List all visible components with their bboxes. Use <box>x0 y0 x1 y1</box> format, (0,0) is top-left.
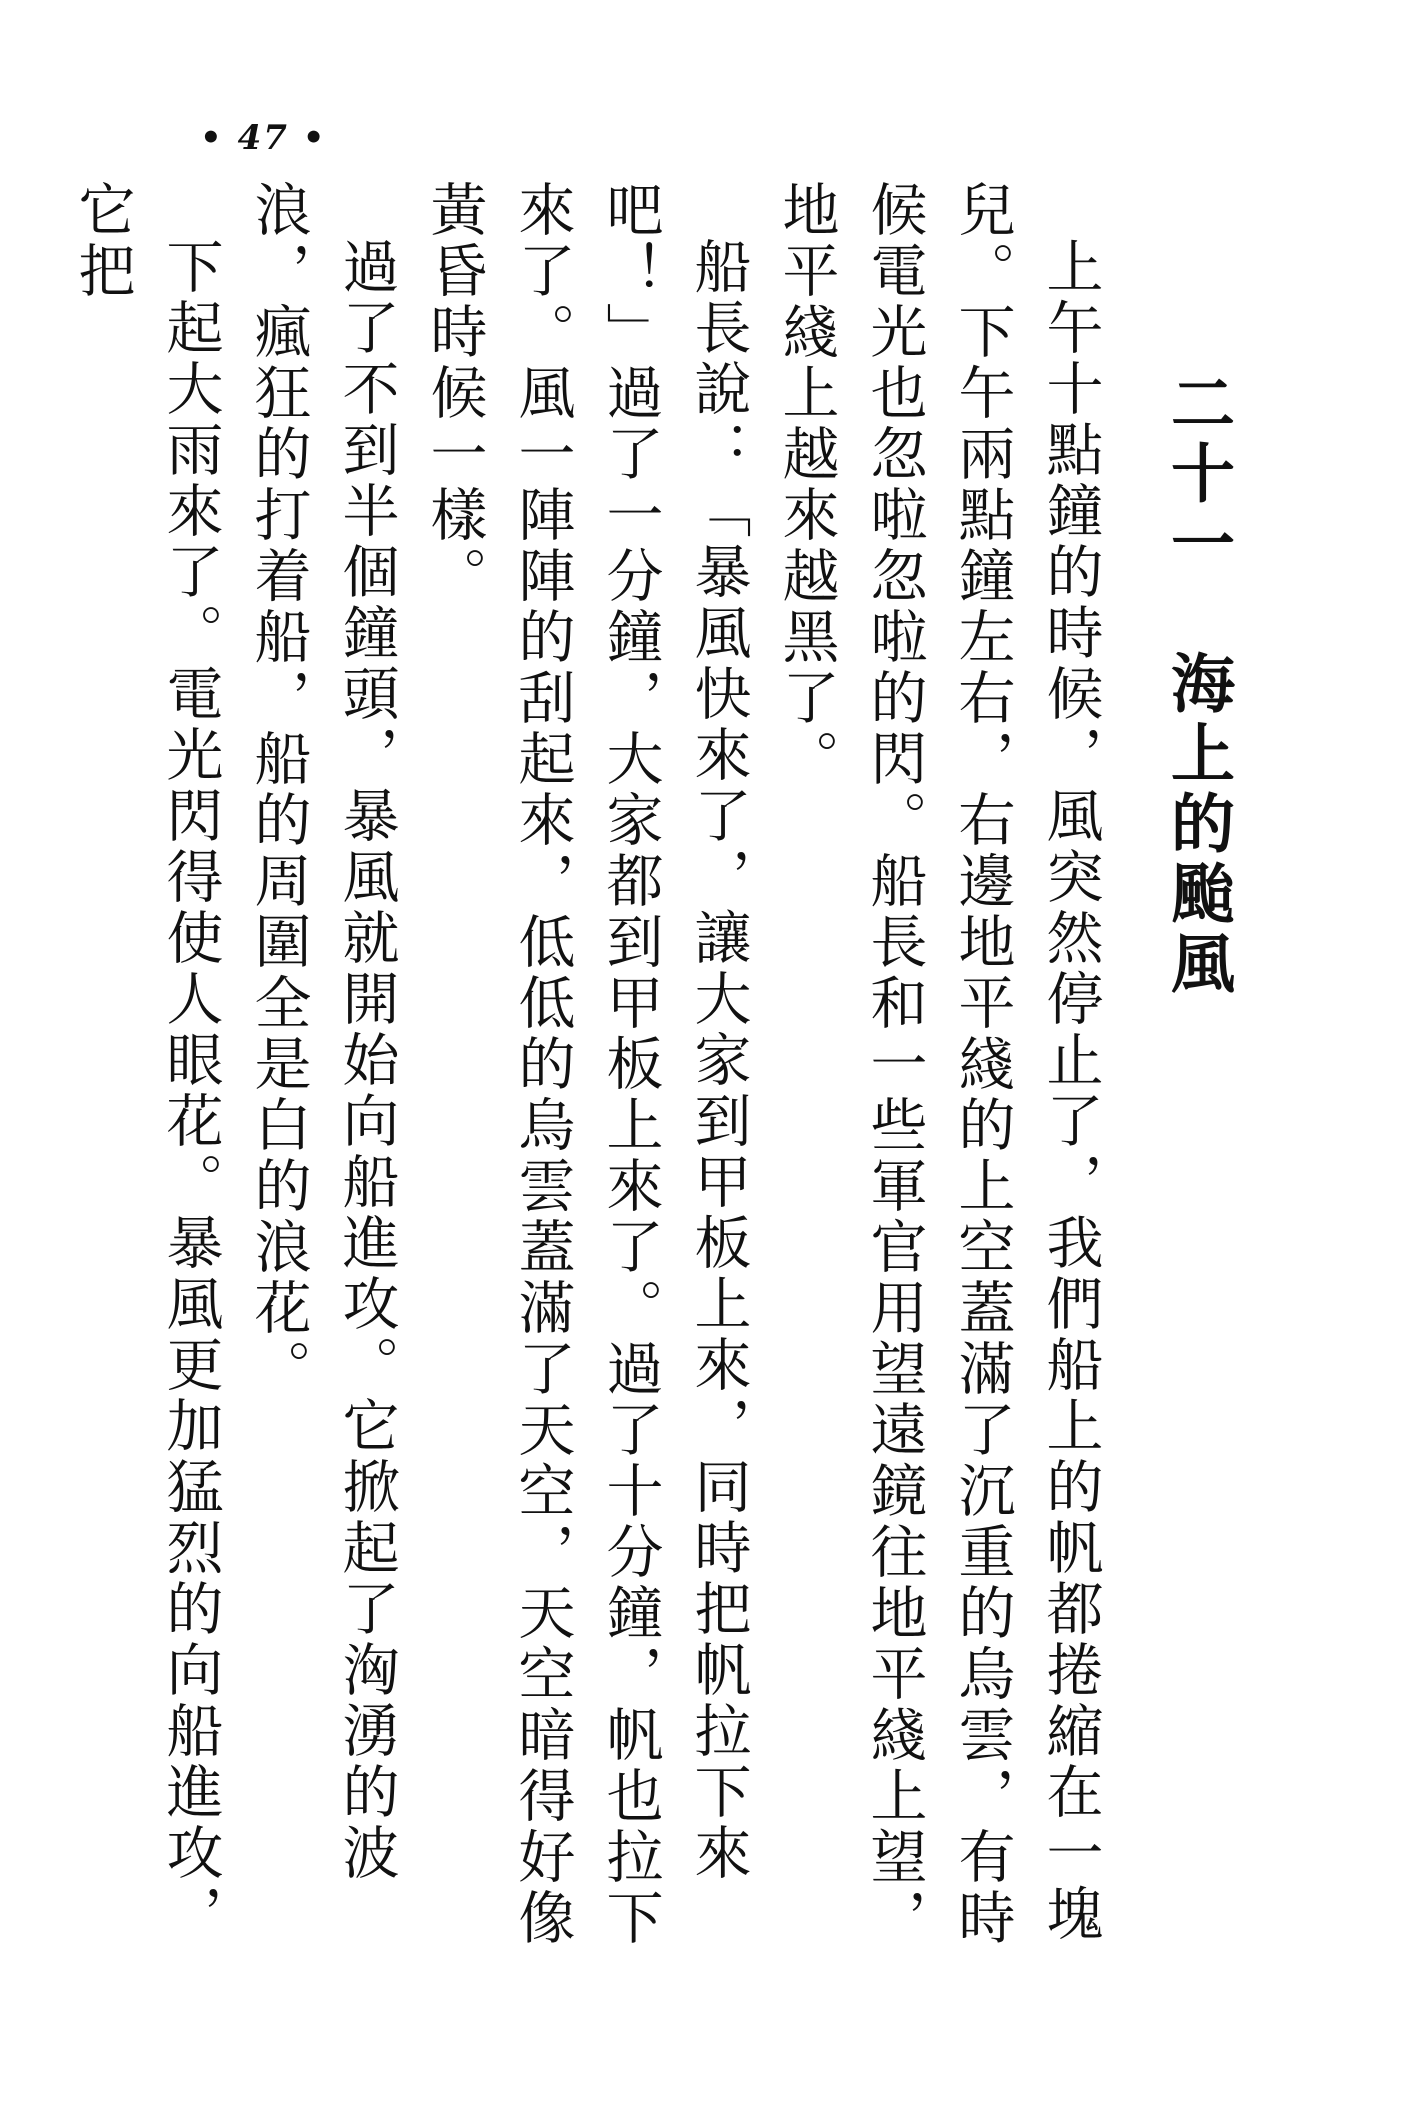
chapter-title: 二十一 海上的颱風 <box>1160 370 1235 1000</box>
paragraph-4: 下起大雨來了。電光閃得使人眼花。暴風更加猛烈的向船進攻，它把 <box>69 180 223 1945</box>
page-number: • 47 • <box>200 118 327 158</box>
paragraph-1: 上午十點鐘的時候，風突然停止了，我們船上的帆都捲縮在一塊兒。下午兩點鐘左右，右邊地平綫的上空蓋滿了沉重的烏雲，有時候電光也忽啦忽啦的閃。船長和一些軍官用望遠鏡往地平綫上望，地平綫上越來越黑了。 <box>773 180 1103 1949</box>
vertical-text-block <box>58 180 1242 1990</box>
paragraph-3: 過了不到半個鐘頭，暴風就開始向船進攻。它掀起了洶湧的波浪，瘋狂的打着船，船的周圍全是白的浪花。 <box>245 180 399 1884</box>
paragraph-2: 船長說：「暴風快來了，讓大家到甲板上來，同時把帆拉下來吧！」過了一分鐘，大家都到甲板上來了。過了十分鐘，帆也拉下來了。風一陣陣的刮起來，低低的烏雲蓋滿了天空，天空暗得好像黃昏時候一樣。 <box>421 180 751 1949</box>
